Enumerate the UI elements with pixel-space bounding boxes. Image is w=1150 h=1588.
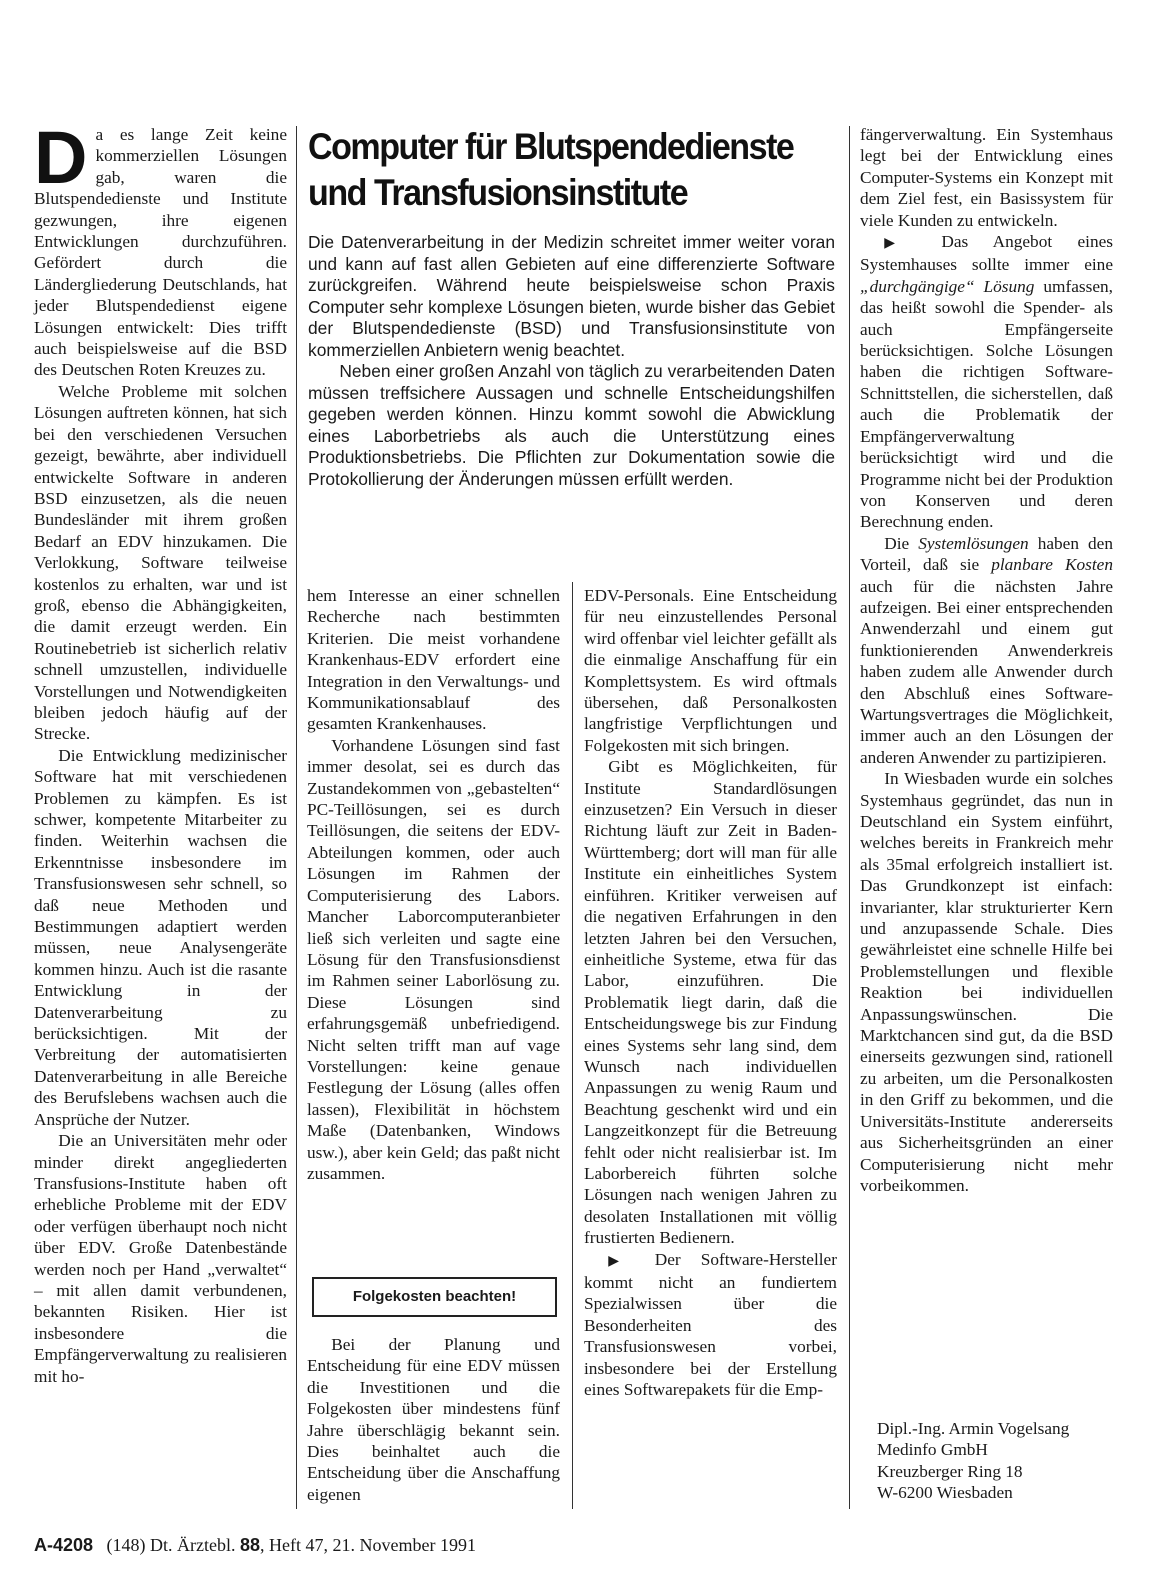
author-line: Medinfo GmbH [877,1440,988,1460]
drop-cap: D [34,116,88,199]
page-number: A-4208 [34,1535,94,1555]
author-line: Dipl.-Ing. Armin Vogelsang [877,1419,1070,1438]
triangle-bullet-icon: ▶ [608,1252,635,1269]
body-paragraph [860,533,1113,768]
footer-citation: (148) Dt. Ärztebl. [106,1535,241,1555]
body-paragraph: Die an Universitäten mehr oder minder direkt angegliederten Transfusions-Institute haben oft erhebliche Probleme mit der EDV oder verfügen überhaupt noch nicht über EDV. Große Datenbestände werden noch per Hand „verwaltet“ – mit allen damit verbundenen, bekannten Risiken. Hier ist insbesondere die Empfängerverwaltung zu realisieren mit ho- [34,1131,287,1386]
triangle-bullet-icon: ▶ [884,235,917,252]
lead-paragraph: Neben einer großen Anzahl von täglich zu verarbeitenden Daten müssen treffsichere Aussagen und schnelle Entscheidungshilfen gegeben werden können. Hinzu kommt sowohl die Abwicklung eines Laborbetriebs als auch die Unterstützung eines Produktionsbetriebs. Die Pflichten zur Dokumentation sowie die Protokollierung der Änderungen müssen erfüllt werden. [308,361,835,489]
column-1 [34,116,287,1387]
body-paragraph [860,231,1113,533]
body-paragraph [34,116,287,381]
body-paragraph: In Wiesbaden wurde ein solches Systemhaus gegründet, das nun in Deutschland ein System einführt, welches bereits in Frankreich mehr als 35mal erfolgreich installiert ist. Das Grundkonzept ist einfach: invarianter, klar strukturierter Kern und anzupassende Schale. Dies gewährleistet eine schnelle Hilfe bei Problemstellungen und flexible Reaktion bei individuellen Anpassungswünschen. Die Marktchancen sind gut, da die BSD einerseits gezwungen sind, rationell zu arbeiten, um die Personalkosten in den Griff zu bekommen, und die Universitäts-Institute andererseits aus Sicherheitsgründen an einer Computerisierung nicht mehr vorbeikommen. [860,769,1113,1195]
footer-citation-tail: , Heft 47, 21. November 1991 [260,1535,477,1555]
body-paragraph: Die Entwicklung medizinischer Software hat mit verschiedenen Problemen zu kämpfen. Es ist schwer, kompetente Mitarbeiter zu finden. Weiterhin wachsen die Erkenntnisse insbesondere im Transfusionswesen sehr schnell, so daß neue Methoden und Bestimmungen adaptiert werden müssen, neue Analysengeräte kommen hinzu. Auch ist die rasante Entwicklung in der Datenverarbeitung zu berücksichtigen. Mit der Verbreitung der automatisierten Datenverarbeitung in alle Bereiche des Berufslebens wachsen auch die Ansprüche der Nutzer. [34,745,287,1129]
column-2 [307,585,560,1184]
author-line: W-6200 Wiesbaden [877,1483,1013,1503]
author-line: Kreuzberger Ring 18 [877,1461,1023,1481]
body-text: umfassen, das heißt sowohl die Spender- als auch Empfängerseite berücksichtigen. Solche Lösungen haben die richtigen Software-Schnittstellen, die sicherstellen, daß auch die Problematik der Empfängerverwaltung berücksichtigt wird und die Programme nicht bei der Produktion von Konserven und deren Berechnung enden. [860,276,1113,532]
emphasis-text: „durchgängige“ Lösung [860,276,1035,296]
body-paragraph: EDV-Personals. Eine Entscheidung für neu einzustellendes Personal wird offenbar viel leichter gefällt als die einmalige Anschaffung für ein Komplettsystem. Es wird oftmals übersehen, daß Personalkosten langfristige Verpflichtungen und Folgekosten mit sich bringen. [584,586,837,755]
section-subheading: Folgekosten beachten! [312,1277,557,1317]
body-paragraph: Bei der Planung und Entscheidung für eine EDV müssen die Investitionen und die Folgekosten über mindestens fünf Jahre überschlägig bekannt sein. Dies beinhaltet auch die Entscheidung über die Anschaffung eigenen [307,1335,560,1504]
column-divider [849,126,850,1509]
article-headline: Computer für Blutspendedienste und Transfusionsinstitute [308,126,794,213]
body-text: a es lange Zeit keine kommerziellen Lösungen gab, waren die Blutspendedienste und Institute gezwungen, ihre eigenen Entwicklungen durchzuführen. Gefördert durch die Ländergliederung Deutschlands, hat jeder Blutspendedienst eigene Lösungen entwickelt: Dies trifft auch beispielsweise auf die BSD des Deutschen Roten Kreuzes zu. [34,125,287,380]
body-text: Der Software-Hersteller kommt nicht an fundiertem Spezialwissen über die Besonderheiten des Transfusionswesen vorbei, insbesondere bei der Erstellung eines Softwarepakets für die Emp- [584,1249,837,1400]
body-paragraph: fängerverwaltung. Ein Systemhaus legt bei der Entwicklung eines Computer-Systems ein Konzept mit dem Ziel fest, ein Basissystem für viele Kunden zu entwickeln. [860,125,1113,230]
body-paragraph: Gibt es Möglichkeiten, für Institute Standardlösungen einzusetzen? Ein Versuch in dieser Richtung läuft zur Zeit in Baden-Württemberg; dort will man für alle Institute ein einheitliches System einführen. Kritiker verweisen auf die negativen Erfahrungen in den letzten Jahren bei den Versuchen, einheitliche Systeme, etwa für das Labor, einzuführen. Die Problematik liegt darin, daß die Entscheidungswege bis zur Findung eines Systems sehr lang sind, dem Wunsch nach individuellen Anpassungen zu wenig Raum und Beachtung geschenkt wird und ein Langzeitkonzept für die Betreuung fehlt oder nicht realisierbar ist. Im Laborbereich führten solche Lösungen nach wenigen Jahren zu desolaten Installationen mit völlig frustierten Bedienern. [584,757,837,1248]
body-paragraph: Welche Probleme mit solchen Lösungen auftreten können, hat sich bei den verschiedenen Versuchen gezeigt, bewährte, aber individuell entwickelte Software in anderen BSD einzusetzen, als die neuen Bundesländer mit ihrem großen Bedarf an EDV hinzukamen. Die Verlokkung, Software teilweise kostenlos zu erhalten, war und ist groß, ebenso die Abhängigkeiten, die damit erzeugt werden. Ein Routinebetrieb ist sicherlich relativ schnell umzustellen, individuelle Vorstellungen und Notwendigkeiten bleiben jedoch häufig auf der Strecke. [34,381,287,744]
body-text: Die [884,533,919,553]
column-2-continued [307,1334,560,1505]
body-paragraph [584,1249,837,1401]
lead-paragraph: Die Datenverarbeitung in der Medizin schreitet immer weiter voran und kann auf fast allen Gebieten auf eine differenzierte Software zurückgreifen. Während heute beispielsweise schon Praxis Computer sehr komplexe Lösungen bieten, wurde bisher das Gebiet der Blutspendedienste (BSD) und Transfusionsinstitute von kommerziellen Anbietern wenig beachtet. [308,232,835,360]
author-block [877,1418,1117,1504]
column-divider [572,582,573,1509]
body-text: haben den Vorteil, daß sie [860,533,1113,575]
column-3 [584,585,837,1400]
emphasis-text: planbare Kosten [991,555,1113,575]
article-lead [308,232,835,490]
body-text: Das Angebot eines Systemhauses sollte immer eine [860,232,1113,275]
column-4 [860,124,1113,1196]
body-paragraph: hem Interesse an einer schnellen Recherche nach bestimmten Kriterien. Die meist vorhandene Krankenhaus-EDV erfordert eine Integration in den Verwaltungs- und Kommunikationsablauf des gesamten Krankenhauses. [307,586,560,734]
column-divider [296,126,297,1509]
emphasis-text: Systemlösungen [918,533,1029,553]
footer-volume: 88 [240,1535,261,1555]
page-footer [34,1535,734,1556]
body-paragraph: Vorhandene Lösungen sind fast immer desolat, sei es durch das Zustandekommen von „gebastelten“ PC-Teillösungen, sei es durch Teillösungen, die seitens der EDV-Abteilungen kommen, oder auch Lösungen im Rahmen der Computerisierung des Labors. Mancher Laborcomputeranbieter ließ sich verleiten und sagte eine Lösung für den Transfusionsdienst im Rahmen seiner Laborlösung zu. Diese Lösungen sind erfahrungsgemäß unbefriedigend. Nicht selten trifft man auf vage Vorstellungen: keine genaue Festlegung der Lösung (alles offen lassen), Flexibilität in höchstem Maße (Datenbanken, Windows usw.), aber kein Geld; das paßt nicht zusammen. [307,735,560,1183]
body-text: auch für die nächsten Jahre aufzeigen. Bei einer entsprechenden Anwenderzahl und einem gut funktionierenden Anwenderkreis haben zudem alle Anwender durch den Abschluß eines Software-Wartungsvertrages die Möglichkeit, immer auch an den Lösungen der anderen Anwender zu partizipieren. [860,576,1113,767]
